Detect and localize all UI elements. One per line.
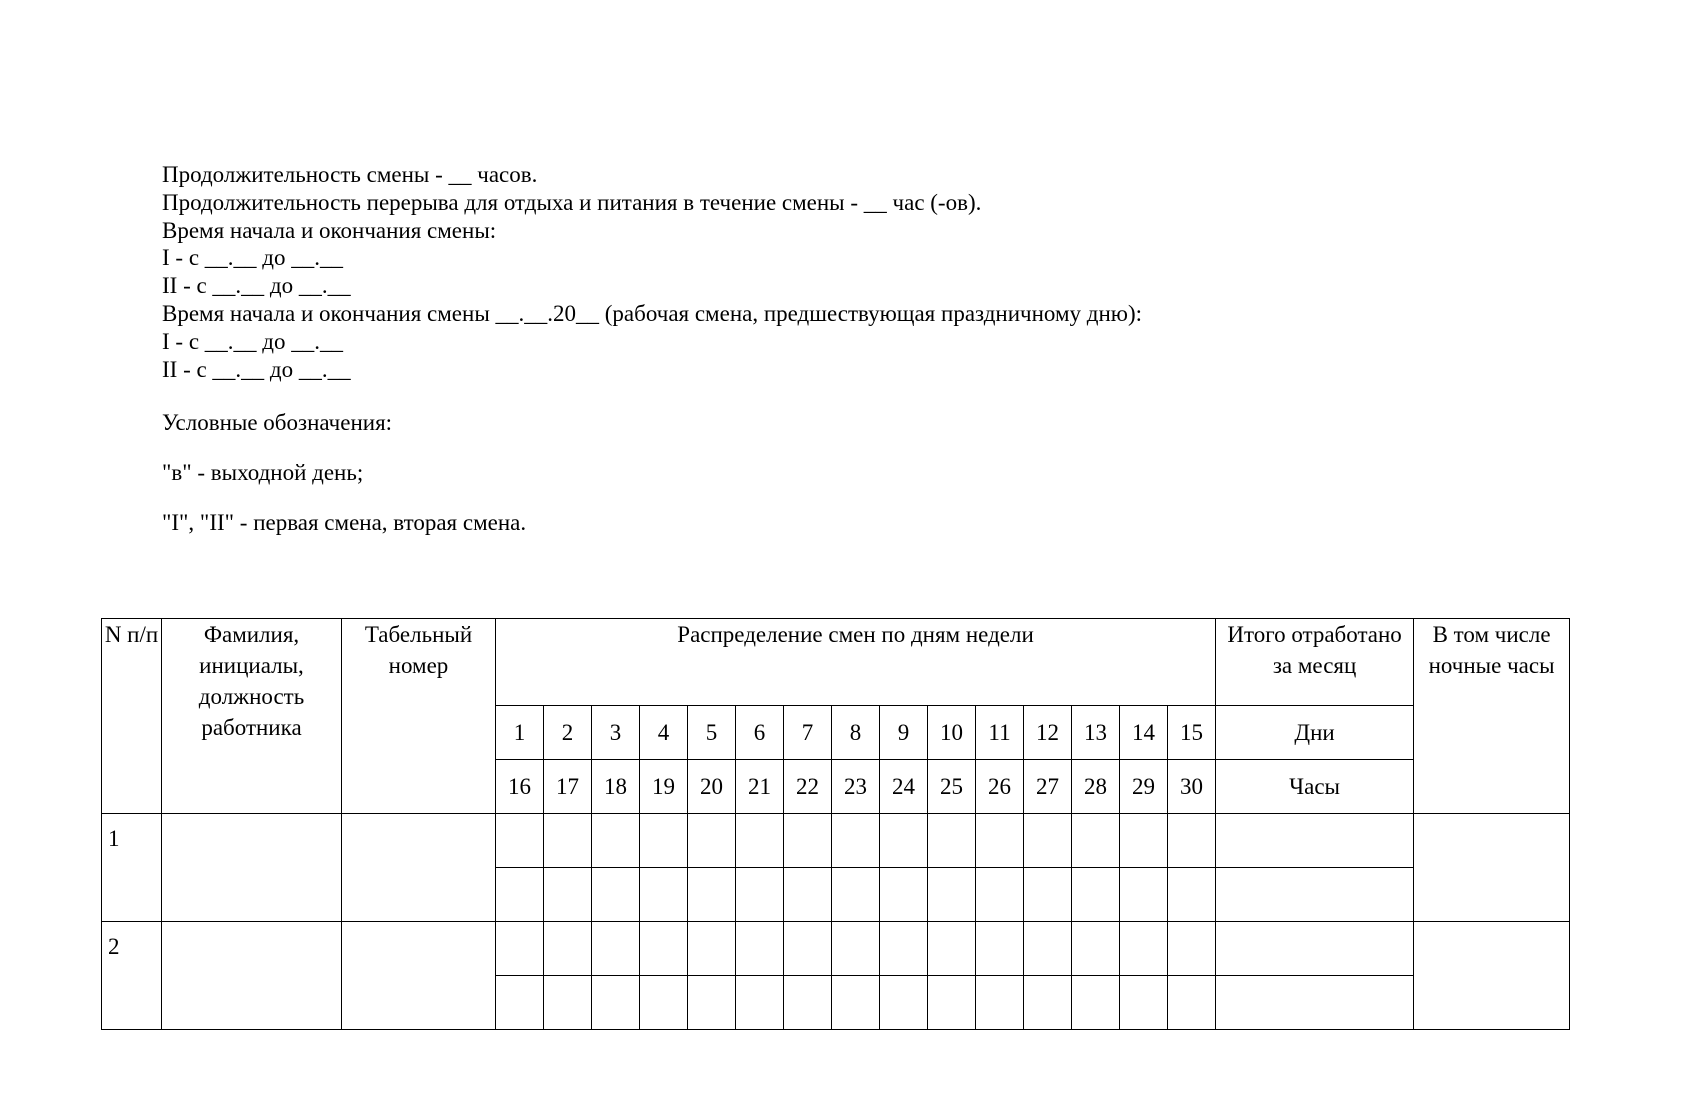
header-tab-number: Табельный номер bbox=[342, 619, 496, 814]
shift-cell[interactable] bbox=[784, 976, 832, 1030]
shift-cell[interactable] bbox=[592, 922, 640, 976]
shift-cell[interactable] bbox=[832, 922, 880, 976]
day-header-cell: 13 bbox=[1072, 706, 1120, 760]
shift-cell[interactable] bbox=[496, 922, 544, 976]
shift-cell[interactable] bbox=[784, 814, 832, 868]
day-header-cell: 22 bbox=[784, 760, 832, 814]
total-days-cell[interactable] bbox=[1216, 814, 1414, 868]
shift-cell[interactable] bbox=[592, 868, 640, 922]
shift-cell[interactable] bbox=[688, 868, 736, 922]
shift-cell[interactable] bbox=[1120, 868, 1168, 922]
shift-cell[interactable] bbox=[1072, 814, 1120, 868]
header-hours: Часы bbox=[1216, 760, 1414, 814]
night-hours-cell[interactable] bbox=[1414, 922, 1570, 1030]
shift-cell[interactable] bbox=[736, 814, 784, 868]
legend-title: Условные обозначения: bbox=[162, 410, 393, 435]
day-header-cell: 21 bbox=[736, 760, 784, 814]
day-header-cell: 24 bbox=[880, 760, 928, 814]
shift-cell[interactable] bbox=[592, 976, 640, 1030]
shift-cell[interactable] bbox=[1168, 922, 1216, 976]
shift-cell[interactable] bbox=[1168, 976, 1216, 1030]
tab-number-cell[interactable] bbox=[342, 922, 496, 1030]
header-total-worked: Итого отработано за месяц bbox=[1216, 619, 1414, 706]
day-header-cell: 17 bbox=[544, 760, 592, 814]
pre-holiday-shift-heading: Время начала и окончания смены __.__.20__ (рабочая смена, предшествующая праздничному дню): bbox=[162, 300, 1143, 326]
total-days-cell[interactable] bbox=[1216, 922, 1414, 976]
table-row bbox=[102, 922, 1570, 976]
shift-duration-line: Продолжительность смены - __ часов. bbox=[162, 162, 538, 187]
header-number: N п/п bbox=[102, 619, 162, 814]
header-shift-distribution: Распределение смен по дням недели bbox=[496, 619, 1216, 706]
day-header-cell: 1 bbox=[496, 706, 544, 760]
shift-cell[interactable] bbox=[928, 814, 976, 868]
shift-cell[interactable] bbox=[736, 922, 784, 976]
shift-cell[interactable] bbox=[976, 814, 1024, 868]
header-employee-name: Фамилия, инициалы, должность работника bbox=[162, 619, 342, 814]
shift-cell[interactable] bbox=[1024, 814, 1072, 868]
shift-cell[interactable] bbox=[544, 868, 592, 922]
shift-cell[interactable] bbox=[688, 922, 736, 976]
shift-cell[interactable] bbox=[976, 976, 1024, 1030]
shift-cell[interactable] bbox=[976, 868, 1024, 922]
day-header-cell: 27 bbox=[1024, 760, 1072, 814]
legend-item-day-off: "в" - выходной день; bbox=[162, 460, 364, 485]
day-header-cell: 19 bbox=[640, 760, 688, 814]
shift-schedule-table bbox=[101, 618, 1570, 1030]
shift-cell[interactable] bbox=[544, 814, 592, 868]
day-header-cell: 25 bbox=[928, 760, 976, 814]
shift-cell[interactable] bbox=[640, 922, 688, 976]
shift-cell[interactable] bbox=[688, 814, 736, 868]
day-header-cell: 2 bbox=[544, 706, 592, 760]
day-header-cell: 5 bbox=[688, 706, 736, 760]
shift-cell[interactable] bbox=[880, 868, 928, 922]
shift-cell[interactable] bbox=[496, 976, 544, 1030]
total-hours-cell[interactable] bbox=[1216, 976, 1414, 1030]
day-header-cell: 3 bbox=[592, 706, 640, 760]
tab-number-cell[interactable] bbox=[342, 814, 496, 922]
shift-info-block bbox=[162, 161, 1142, 383]
shift-cell[interactable] bbox=[736, 976, 784, 1030]
day-header-cell: 26 bbox=[976, 760, 1024, 814]
shift-cell[interactable] bbox=[880, 976, 928, 1030]
shift-cell[interactable] bbox=[688, 976, 736, 1030]
shift-cell[interactable] bbox=[640, 868, 688, 922]
day-header-cell: 16 bbox=[496, 760, 544, 814]
table-header-row bbox=[102, 619, 1570, 706]
day-header-cell: 9 bbox=[880, 706, 928, 760]
day-header-cell: 28 bbox=[1072, 760, 1120, 814]
table-row bbox=[102, 814, 1570, 868]
shift-cell[interactable] bbox=[592, 814, 640, 868]
shift-cell[interactable] bbox=[496, 814, 544, 868]
shift-cell[interactable] bbox=[1168, 814, 1216, 868]
shift-cell[interactable] bbox=[544, 976, 592, 1030]
shift-two-time-line: II - с __.__ до __.__ bbox=[162, 273, 351, 299]
shift-cell[interactable] bbox=[1120, 976, 1168, 1030]
shift-cell[interactable] bbox=[928, 868, 976, 922]
day-header-cell: 18 bbox=[592, 760, 640, 814]
day-header-cell: 12 bbox=[1024, 706, 1072, 760]
shift-cell[interactable] bbox=[832, 868, 880, 922]
shift-time-heading: Время начала и окончания смены: bbox=[162, 217, 497, 243]
night-hours-cell[interactable] bbox=[1414, 814, 1570, 922]
pre-holiday-shift-one-line: I - с __.__ до __.__ bbox=[162, 328, 343, 354]
day-header-cell: 8 bbox=[832, 706, 880, 760]
total-hours-cell[interactable] bbox=[1216, 868, 1414, 922]
shift-cell[interactable] bbox=[1120, 814, 1168, 868]
day-header-cell: 15 bbox=[1168, 706, 1216, 760]
legend-item-shifts: "I", "II" - первая смена, вторая смена. bbox=[162, 510, 527, 535]
shift-cell[interactable] bbox=[784, 922, 832, 976]
break-duration-line: Продолжительность перерыва для отдыха и питания в течение смены - __ час (-ов). bbox=[162, 189, 982, 215]
shift-cell[interactable] bbox=[976, 922, 1024, 976]
shift-cell[interactable] bbox=[784, 868, 832, 922]
day-header-cell: 20 bbox=[688, 760, 736, 814]
shift-cell[interactable] bbox=[544, 922, 592, 976]
shift-cell[interactable] bbox=[1120, 922, 1168, 976]
shift-cell[interactable] bbox=[736, 868, 784, 922]
row-number-cell: 2 bbox=[102, 922, 162, 1030]
day-header-cell: 14 bbox=[1120, 706, 1168, 760]
shift-cell[interactable] bbox=[1024, 868, 1072, 922]
header-night-hours: В том числе ночные часы bbox=[1414, 619, 1570, 814]
shift-cell[interactable] bbox=[928, 976, 976, 1030]
shift-cell[interactable] bbox=[1024, 922, 1072, 976]
day-header-cell: 10 bbox=[928, 706, 976, 760]
shift-one-time-line: I - с __.__ до __.__ bbox=[162, 245, 343, 271]
shift-cell[interactable] bbox=[1168, 868, 1216, 922]
shift-cell[interactable] bbox=[1072, 868, 1120, 922]
shift-cell[interactable] bbox=[880, 922, 928, 976]
day-header-cell: 23 bbox=[832, 760, 880, 814]
day-header-cell: 30 bbox=[1168, 760, 1216, 814]
shift-cell[interactable] bbox=[832, 976, 880, 1030]
shift-cell[interactable] bbox=[1024, 976, 1072, 1030]
shift-cell[interactable] bbox=[928, 922, 976, 976]
employee-name-cell[interactable] bbox=[162, 922, 342, 1030]
shift-cell[interactable] bbox=[832, 814, 880, 868]
shift-cell[interactable] bbox=[640, 814, 688, 868]
day-header-cell: 6 bbox=[736, 706, 784, 760]
row-number-cell: 1 bbox=[102, 814, 162, 922]
day-header-cell: 29 bbox=[1120, 760, 1168, 814]
shift-cell[interactable] bbox=[880, 814, 928, 868]
pre-holiday-shift-two-line: II - с __.__ до __.__ bbox=[162, 356, 351, 382]
employee-name-cell[interactable] bbox=[162, 814, 342, 922]
shift-cell[interactable] bbox=[640, 976, 688, 1030]
day-header-cell: 11 bbox=[976, 706, 1024, 760]
day-header-cell: 4 bbox=[640, 706, 688, 760]
shift-cell[interactable] bbox=[1072, 976, 1120, 1030]
shift-cell[interactable] bbox=[1072, 922, 1120, 976]
shift-cell[interactable] bbox=[496, 868, 544, 922]
header-days: Дни bbox=[1216, 706, 1414, 760]
day-header-cell: 7 bbox=[784, 706, 832, 760]
